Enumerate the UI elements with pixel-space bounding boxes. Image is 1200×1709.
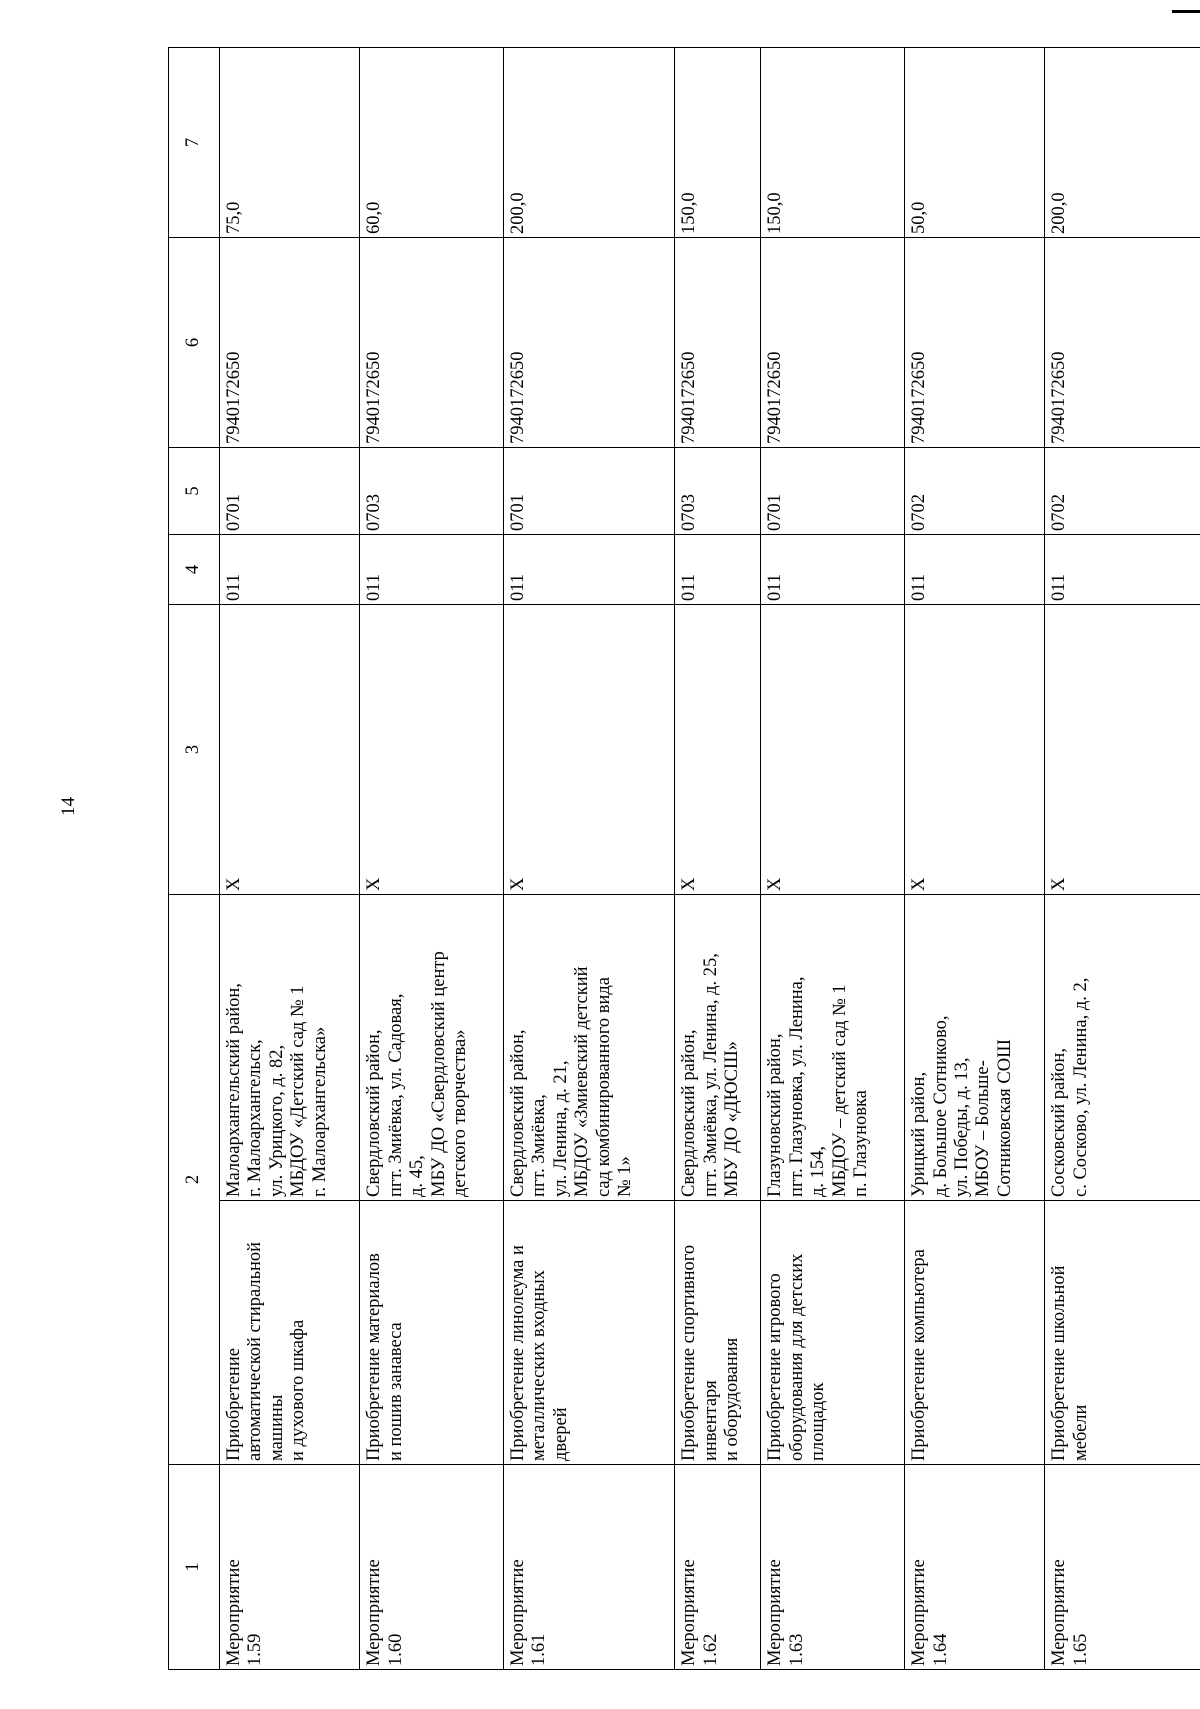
event-location: Урицкий район, д. Большое Сотниково, ул. Победы, д. 13, МБОУ – Больше- Сотниковская СОШ [905, 895, 1045, 1201]
header-cell-4: 4 [169, 535, 220, 605]
col4-value: 011 [360, 535, 504, 605]
event-location: Свердловский район, пгт. Змиёвка, ул. Садовая, д. 45, МБУ ДО «Свердловский центр детского творчества» [360, 895, 504, 1201]
header-row [169, 48, 220, 1670]
edge-mark [1172, 10, 1200, 13]
table-row [219, 48, 359, 1670]
header-cell-7: 7 [169, 48, 220, 238]
header-cell-2: 2 [169, 895, 220, 1465]
event-name: Приобретение компьютера [905, 1201, 1045, 1465]
col6-value: 7940172650 [761, 238, 905, 448]
col7-value: 200,0 [1045, 48, 1200, 238]
event-name: Приобретение материалов и пошив занавеса [360, 1201, 504, 1465]
col3-value: Х [1045, 605, 1200, 895]
event-name: Приобретение автоматической стиральной машины и духового шкафа [219, 1201, 359, 1465]
event-location: Глазуновский район, пгт. Глазуновка, ул. Ленина, д. 154, МБДОУ – детский сад № 1 п. Глазуновка [761, 895, 905, 1201]
col3-value: Х [219, 605, 359, 895]
event-location: Свердловский район, пгт. Змиёвка, ул. Ленина, д. 25, МБУ ДО «ДЮСШ» [675, 895, 761, 1201]
rotated-table-container [168, 48, 1200, 1670]
event-id: Мероприятие 1.63 [761, 1465, 905, 1670]
col3-value: Х [503, 605, 674, 895]
col4-value: 011 [219, 535, 359, 605]
table-row [503, 48, 674, 1670]
col5-value: 0702 [905, 448, 1045, 535]
col6-value: 7940172650 [905, 238, 1045, 448]
header-cell-6: 6 [169, 238, 220, 448]
event-name: Приобретение спортивного инвентаря и оборудования [675, 1201, 761, 1465]
col6-value: 7940172650 [675, 238, 761, 448]
event-id: Мероприятие 1.65 [1045, 1465, 1200, 1670]
col4-value: 011 [675, 535, 761, 605]
col5-value: 0702 [1045, 448, 1200, 535]
event-location: Малоархангельский район, г. Малоархангельск, ул. Урицкого, д. 82, МБДОУ «Детский сад № 1 г. Малоархангельска» [219, 895, 359, 1201]
event-location: Свердловский район, пгт. Змиёвка, ул. Ленина, д. 21, МБДОУ «Змиевский детский сад комбинированного вида № 1» [503, 895, 674, 1201]
table-row [1045, 48, 1200, 1670]
col3-value: Х [761, 605, 905, 895]
table-row [675, 48, 761, 1670]
col7-value: 200,0 [503, 48, 674, 238]
program-table [168, 47, 1200, 1670]
col5-value: 0701 [761, 448, 905, 535]
table-row [905, 48, 1045, 1670]
table-row [761, 48, 905, 1670]
header-cell-3: 3 [169, 605, 220, 895]
event-id: Мероприятие 1.62 [675, 1465, 761, 1670]
event-id: Мероприятие 1.59 [219, 1465, 359, 1670]
col7-value: 60,0 [360, 48, 504, 238]
col4-value: 011 [905, 535, 1045, 605]
col5-value: 0703 [360, 448, 504, 535]
header-cell-1: 1 [169, 1465, 220, 1670]
col5-value: 0701 [503, 448, 674, 535]
event-location: Сосковский район, с. Сосково, ул. Ленина, д. 2, [1045, 895, 1200, 1201]
col4-value: 011 [503, 535, 674, 605]
event-id: Мероприятие 1.61 [503, 1465, 674, 1670]
event-id: Мероприятие 1.60 [360, 1465, 504, 1670]
col7-value: 150,0 [675, 48, 761, 238]
table-row [360, 48, 504, 1670]
col6-value: 7940172650 [503, 238, 674, 448]
event-name: Приобретение линолеума и металлических входных дверей [503, 1201, 674, 1465]
col4-value: 011 [1045, 535, 1200, 605]
col3-value: Х [675, 605, 761, 895]
col3-value: Х [360, 605, 504, 895]
page-number: 14 [58, 797, 79, 816]
col6-value: 7940172650 [1045, 238, 1200, 448]
col7-value: 50,0 [905, 48, 1045, 238]
col7-value: 75,0 [219, 48, 359, 238]
col7-value: 150,0 [761, 48, 905, 238]
header-cell-5: 5 [169, 448, 220, 535]
col5-value: 0701 [219, 448, 359, 535]
col3-value: Х [905, 605, 1045, 895]
event-name: Приобретение школьной мебели [1045, 1201, 1200, 1465]
event-id: Мероприятие 1.64 [905, 1465, 1045, 1670]
event-name: Приобретение игрового оборудования для детских площадок [761, 1201, 905, 1465]
col5-value: 0703 [675, 448, 761, 535]
col4-value: 011 [761, 535, 905, 605]
col6-value: 7940172650 [219, 238, 359, 448]
col6-value: 7940172650 [360, 238, 504, 448]
